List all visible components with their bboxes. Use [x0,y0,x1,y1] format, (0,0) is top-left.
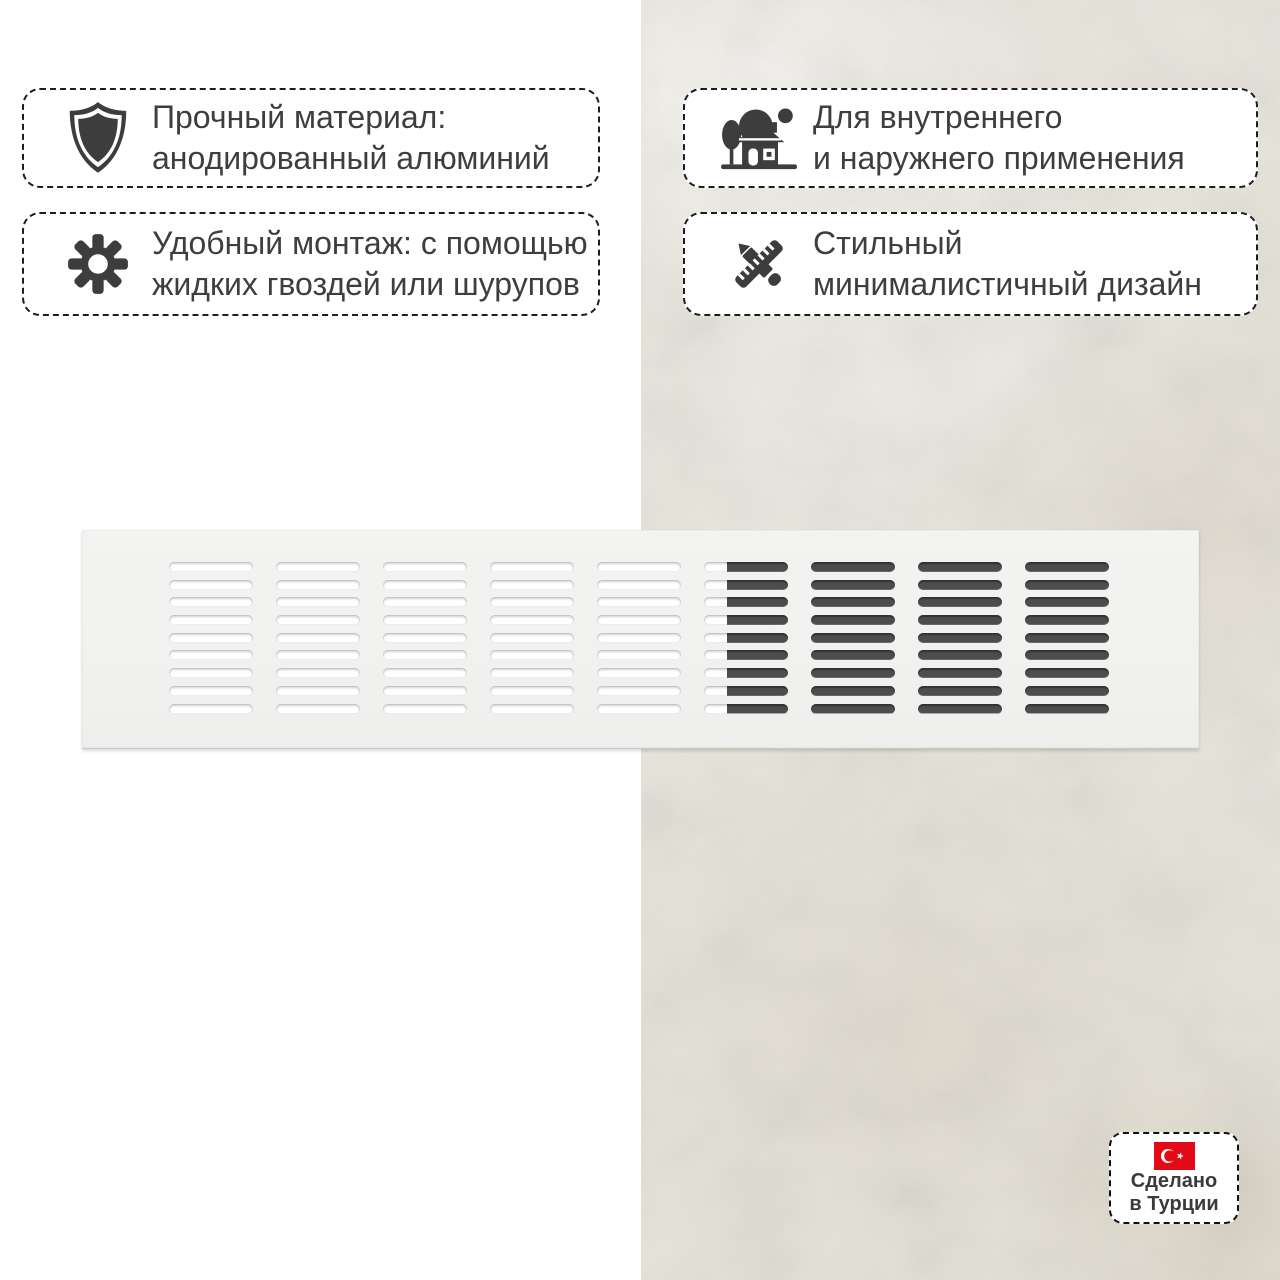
vent-slot [383,562,467,572]
vent-slot [490,704,574,714]
feature-line: Удобный монтаж: с помощью [152,225,588,261]
feature-line: Для внутреннего [813,99,1063,135]
vent-slot [811,615,895,625]
feature-text [152,223,588,305]
vent-slot [383,704,467,714]
feature-box-minimalist-design [683,212,1258,316]
vent-slot [169,650,253,660]
vent-slot [597,668,681,678]
vent-slot [1025,650,1109,660]
vent-slot [811,597,895,607]
vent-slot [490,686,574,696]
feature-box-easy-mounting [22,212,600,316]
vent-slot [918,615,1002,625]
vent-slot [811,668,895,678]
vent-slot [597,562,681,572]
feature-text [152,97,550,179]
vent-slot [490,597,574,607]
gear-icon [58,231,138,297]
vent-slot [383,668,467,678]
vent-slot [276,562,360,572]
shield-icon [58,100,138,176]
vent-slot [597,615,681,625]
vent-slot [1025,704,1109,714]
vent-slot [383,580,467,590]
vent-slot [276,580,360,590]
vent-slot [276,650,360,660]
vent-slot [383,650,467,660]
slot-group [276,562,360,714]
house-outdoor-icon [719,104,799,172]
feature-line: анодированный алюминий [152,140,550,176]
vent-slot [383,615,467,625]
vent-slot [169,562,253,572]
vent-slot [490,650,574,660]
vent-slot [276,597,360,607]
turkey-flag-icon [1154,1142,1195,1170]
vent-slot [1025,686,1109,696]
feature-box-indoor-outdoor [683,88,1258,188]
vent-slot [918,597,1002,607]
vent-slot [918,686,1002,696]
vent-slot [169,615,253,625]
vent-slot [1025,668,1109,678]
vent-slot [276,633,360,643]
slot-group [1025,562,1109,714]
feature-line: Прочный материал: [152,99,447,135]
feature-text [813,97,1185,179]
vent-slot [490,668,574,678]
vent-slot [918,704,1002,714]
vent-slot [918,562,1002,572]
vent-slot [811,562,895,572]
vent-slot [276,615,360,625]
feature-line: жидких гвоздей или шурупов [152,266,580,302]
vent-slot [169,633,253,643]
slot-group [490,562,574,714]
vent-slot [811,704,895,714]
feature-text [813,223,1202,305]
vent-slot [1025,615,1109,625]
vent-slot [276,668,360,678]
vent-slot [811,580,895,590]
vent-slot [169,686,253,696]
vent-slot [383,686,467,696]
vent-slot [490,580,574,590]
vent-slot [1025,633,1109,643]
vent-slot [169,580,253,590]
vent-slot [918,633,1002,643]
vent-slot [597,597,681,607]
vent-slot [1025,597,1109,607]
feature-box-durable-material [22,88,600,188]
feature-line: и наружнего применения [813,140,1185,176]
made-in-turkey-badge [1109,1132,1239,1224]
vent-slot [276,686,360,696]
vent-slot [918,668,1002,678]
badge-line: в Турции [1129,1193,1219,1215]
vent-slot [490,562,574,572]
vent-slot [276,704,360,714]
vent-slot [918,650,1002,660]
slot-group [597,562,681,714]
vent-slot [383,597,467,607]
vent-slot [1025,562,1109,572]
vent-slot [597,633,681,643]
vent-slot [169,668,253,678]
vent-slot [490,633,574,643]
feature-line: минималистичный дизайн [813,266,1202,302]
badge-line: Сделано [1130,1170,1218,1192]
slot-group [383,562,467,714]
pencil-ruler-icon [719,232,799,296]
vent-slot [169,704,253,714]
vent-slot [811,633,895,643]
slot-group [918,562,1002,714]
vent-slot [490,615,574,625]
vent-slot [597,650,681,660]
slot-group [811,562,895,714]
vent-slot [918,580,1002,590]
vent-slot [597,704,681,714]
vent-slot [811,650,895,660]
vent-slot [597,686,681,696]
vent-slot [1025,580,1109,590]
vent-slot [169,597,253,607]
vent-grille-panel [82,530,1199,749]
feature-line: Стильный [813,225,963,261]
vent-slot [811,686,895,696]
vent-slot [597,580,681,590]
slot-group [169,562,253,714]
vent-slot [383,633,467,643]
